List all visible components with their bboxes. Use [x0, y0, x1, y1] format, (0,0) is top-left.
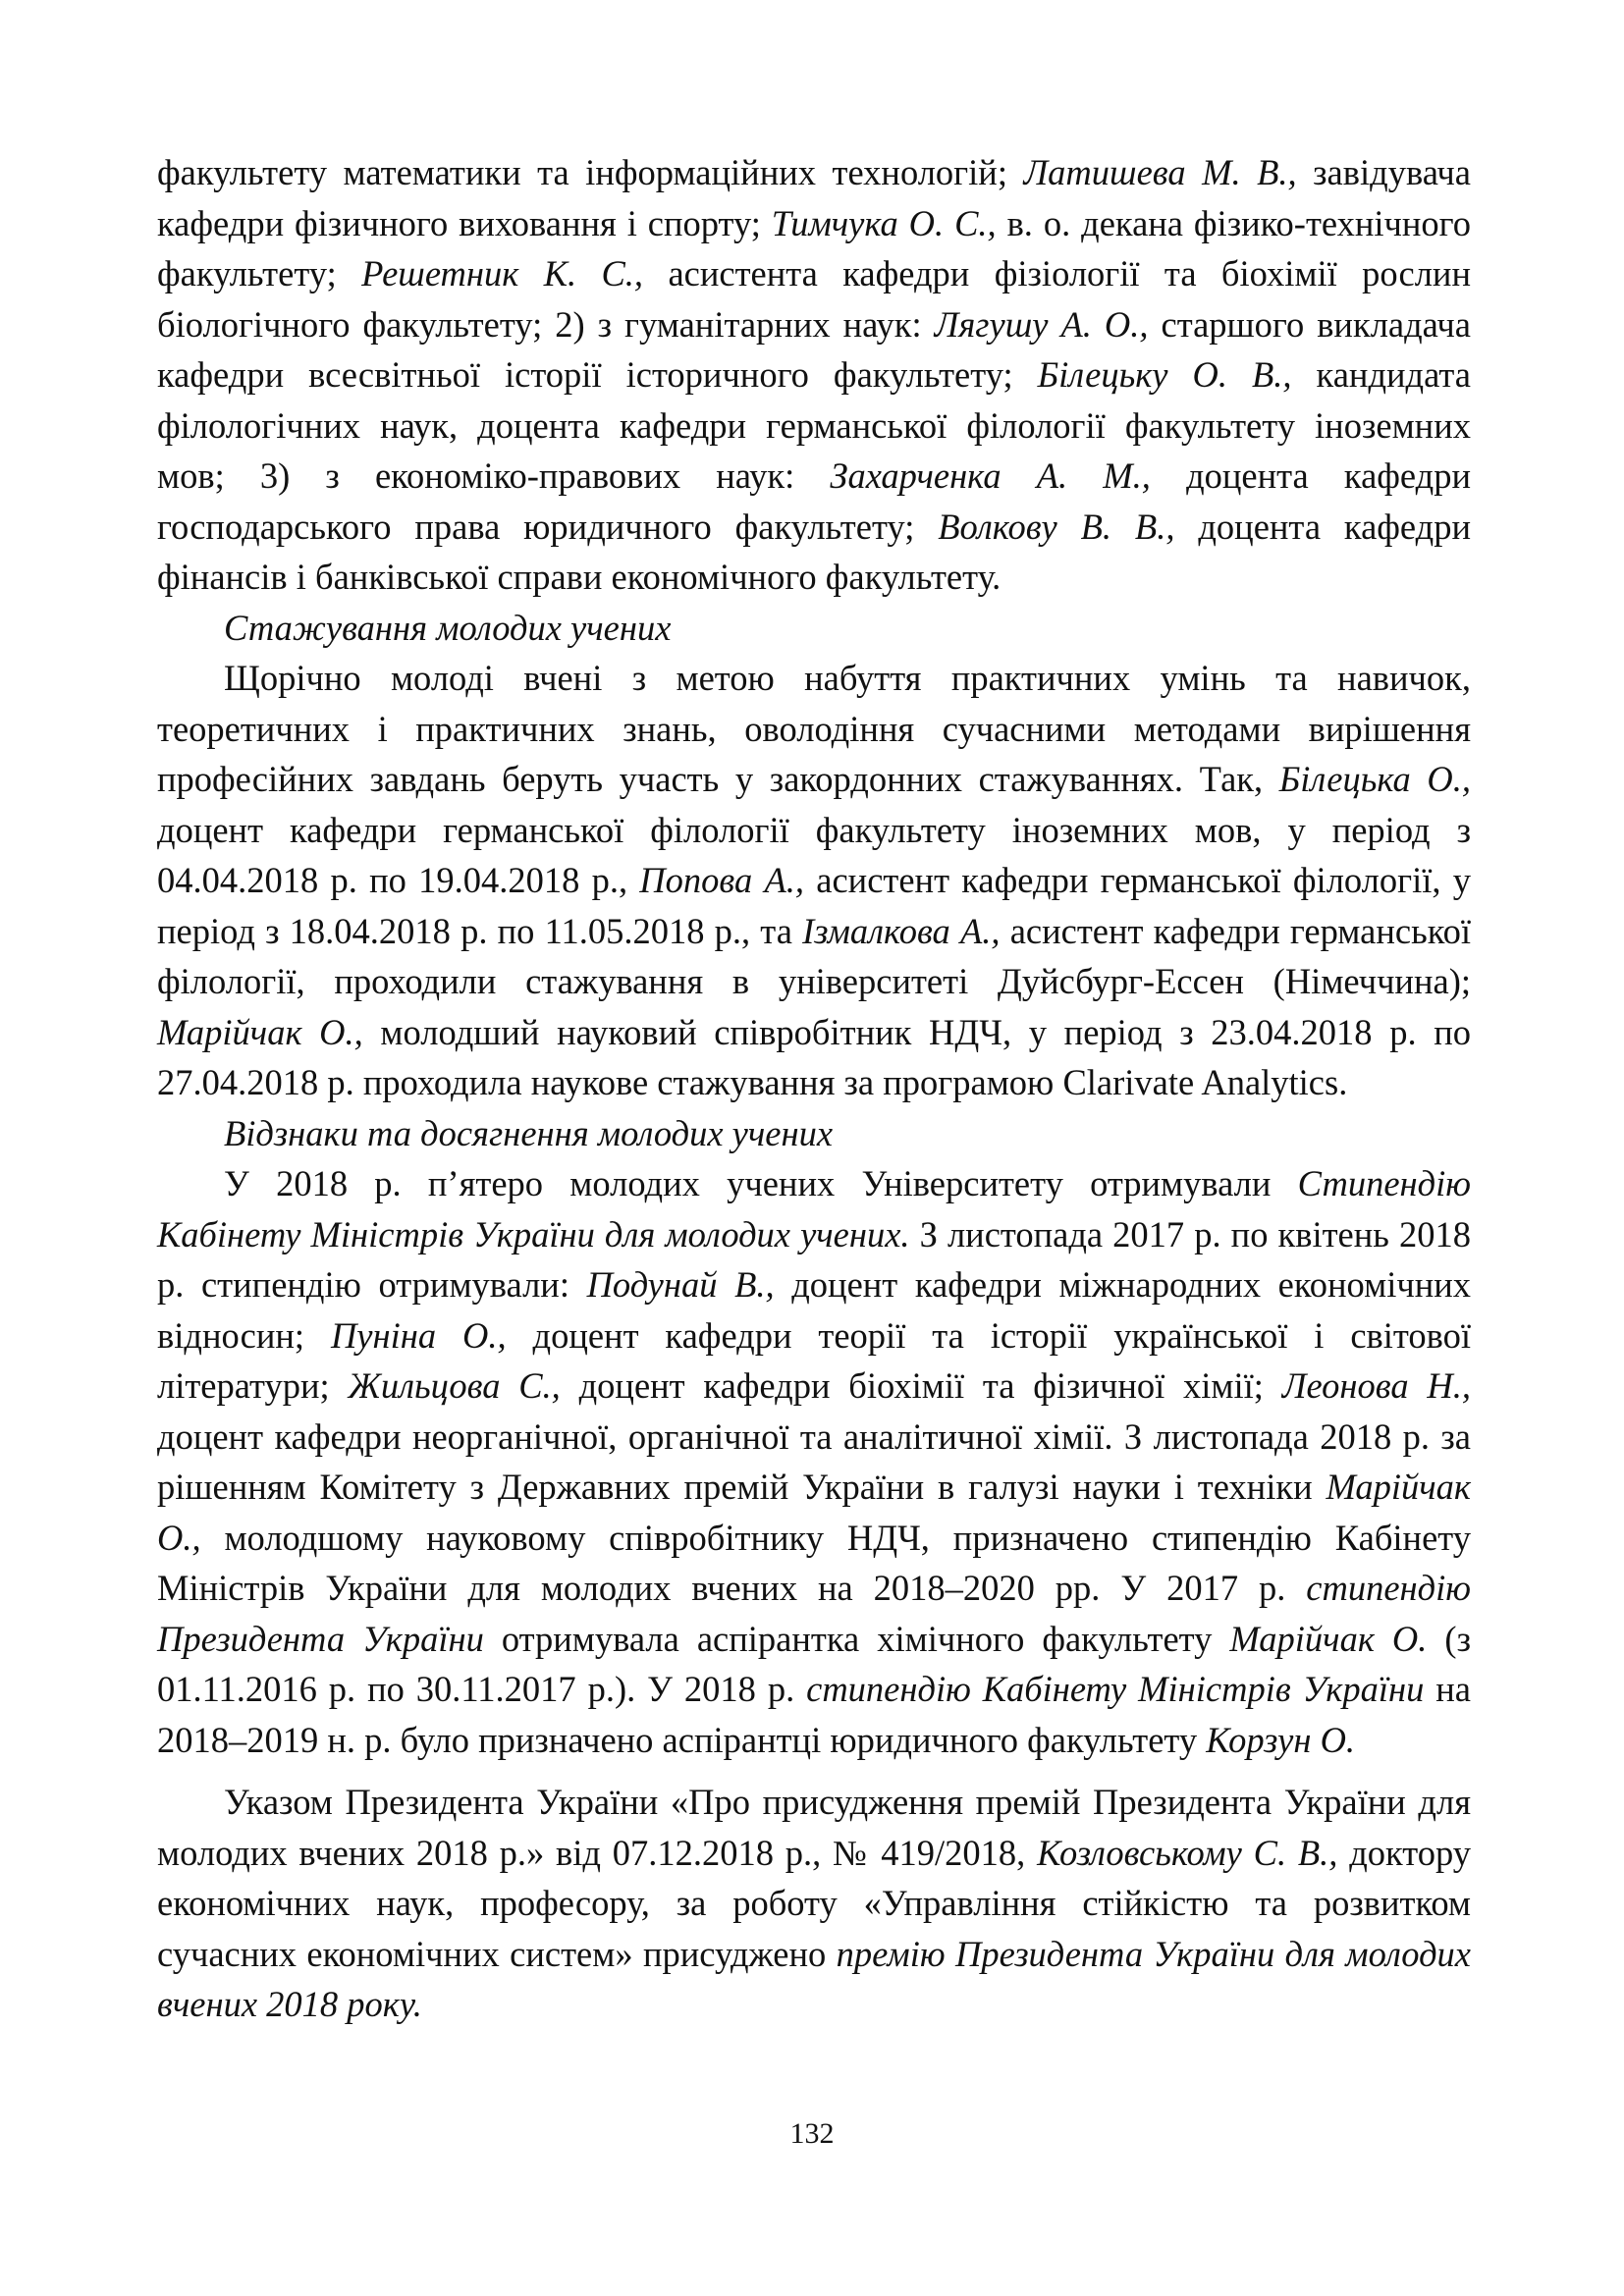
person-name: Захарченка А. М., [830, 455, 1151, 496]
text-segment: в. о. декана фізико-технічного факультету; [157, 202, 1471, 294]
paragraph-scholarships [157, 1158, 1471, 1765]
text-segment: У 2018 р. п’ятеро молодих учених Університету отримували [224, 1163, 1298, 1203]
person-name: Марійчак О., [157, 1467, 1471, 1558]
section-heading-internships: Стажування молодих учених [224, 607, 672, 648]
text-segment: доцент кафедри міжнародних економічних відносин; [157, 1264, 1472, 1356]
text-segment: доктору економічних наук, професору, за роботу «Управління стійкістю та розвитком сучасних економічних систем» присуджено [157, 1832, 1472, 1974]
person-name: Леонова Н., [1281, 1365, 1472, 1406]
page-number: 132 [789, 2117, 835, 2150]
person-name: Козловському С. В., [1037, 1832, 1338, 1873]
text-segment: Щорічно молоді вчені з метою набуття практичних умінь та навичок, теоретичних і практичних знань, оволодіння сучасними методами вирішення професійних завдань беруть участь у закордонних стажуваннях. Так, [157, 658, 1471, 799]
person-name: Латишева М. В., [1023, 152, 1297, 192]
emphasized-text: стипендію Президента України [157, 1568, 1471, 1659]
text-segment: доцент кафедри неорганічної, органічної та аналітичної хімії. З листопада 2018 р. за рішенням Комітету з Державних премій України в галузі науки і техніки [157, 1415, 1471, 1507]
text-segment: асистента кафедри фізіології та біохімії рослин біологічного факультету; 2) з гуманітарних наук: [157, 253, 1471, 345]
person-name: Подунай В., [586, 1264, 775, 1305]
person-name: Волкову В. В., [938, 506, 1175, 547]
section-heading-awards: Відзнаки та досягнення молодих учених [224, 1112, 834, 1153]
text-segment: доцент кафедри германської філології факультету іноземних мов, у період з 04.04.2018 р. по 19.04.2018 р., [157, 809, 1471, 900]
emphasized-text: стипендію Кабінету Міністрів України [806, 1669, 1425, 1709]
person-name: Тимчука О. С., [771, 202, 997, 243]
paragraph-presidential-prize [157, 1777, 1471, 2030]
text-segment: доцент кафедри біохімії та фізичної хімії; [560, 1365, 1282, 1406]
document-page [157, 147, 1471, 2030]
person-name: Попова А., [639, 860, 805, 900]
paragraph-internships [157, 653, 1471, 1108]
person-name: Решетник К. С., [361, 253, 644, 294]
person-name: Пуніна О., [330, 1314, 507, 1356]
person-name: Лягушу А. О., [934, 303, 1149, 345]
person-name: Білецьку О. В., [1037, 354, 1292, 395]
text-segment: доцента кафедри фінансів і банківської справи економічного факультету. [157, 506, 1471, 597]
person-name: Жильцова С., [348, 1365, 561, 1406]
text-segment: асистент кафедри германської філології, у період з 18.04.2018 р. по 11.05.2018 р., та [157, 860, 1471, 951]
text-segment: (з 01.11.2016 р. по 30.11.2017 р.). У 2018 р. [157, 1618, 1472, 1709]
text-segment: завідувача кафедри фізичного виховання і спорту; [157, 152, 1471, 243]
text-segment: факультету математики та інформаційних технологій; [157, 152, 1024, 192]
person-name: Корзун О. [1206, 1719, 1356, 1760]
text-segment: молодший науковий співробітник НДЧ, у період з 23.04.2018 р. по 27.04.2018 р. проходила наукове стажування за програмою Clarivate Analytics. [157, 1011, 1471, 1102]
text-segment: старшого викладача кафедри всесвітньої історії історичного факультету; [157, 303, 1471, 395]
emphasized-text: Стипендію Кабінету Міністрів України для молодих учених. [157, 1163, 1471, 1255]
text-segment: отримувала аспірантка хімічного факультету [483, 1618, 1230, 1659]
paragraph-university-awards-list [157, 147, 1471, 603]
text-segment: на 2018–2019 н. р. було призначено аспірантці юридичного факультету [157, 1669, 1472, 1760]
text-segment: доцента кафедри господарського права юридичного факультету; [157, 455, 1471, 547]
person-name: Білецька О., [1278, 759, 1471, 799]
emphasized-text: премію Президента України для молодих вчених 2018 року. [157, 1933, 1471, 2024]
text-segment: Указом Президента України «Про присудження премій Президента України для молодих вчених 2018 р.» від 07.12.2018 р., № 419/2018, [157, 1782, 1471, 1873]
text-segment: асистент кафедри германської філології, проходили стажування в університеті Дуйсбург-Ессен (Німеччина); [157, 910, 1471, 1001]
person-name: Марійчак О. [1229, 1618, 1428, 1659]
text-segment: молодшому науковому співробітнику НДЧ, призначено стипендію Кабінету Міністрів України для молодих вчених на 2018–2020 рр. У 2017 р. [157, 1517, 1471, 1608]
person-name: Марійчак О., [157, 1011, 363, 1052]
text-segment: З листопада 2017 р. по квітень 2018 р. стипендію отримували: [157, 1213, 1471, 1305]
text-segment: доцент кафедри теорії та історії української і світової літератури; [157, 1314, 1471, 1406]
text-segment: кандидата філологічних наук, доцента кафедри германської філології факультету іноземних мов; 3) з економіко-правових наук: [157, 354, 1471, 496]
person-name: Ізмалкова А., [802, 910, 1001, 951]
